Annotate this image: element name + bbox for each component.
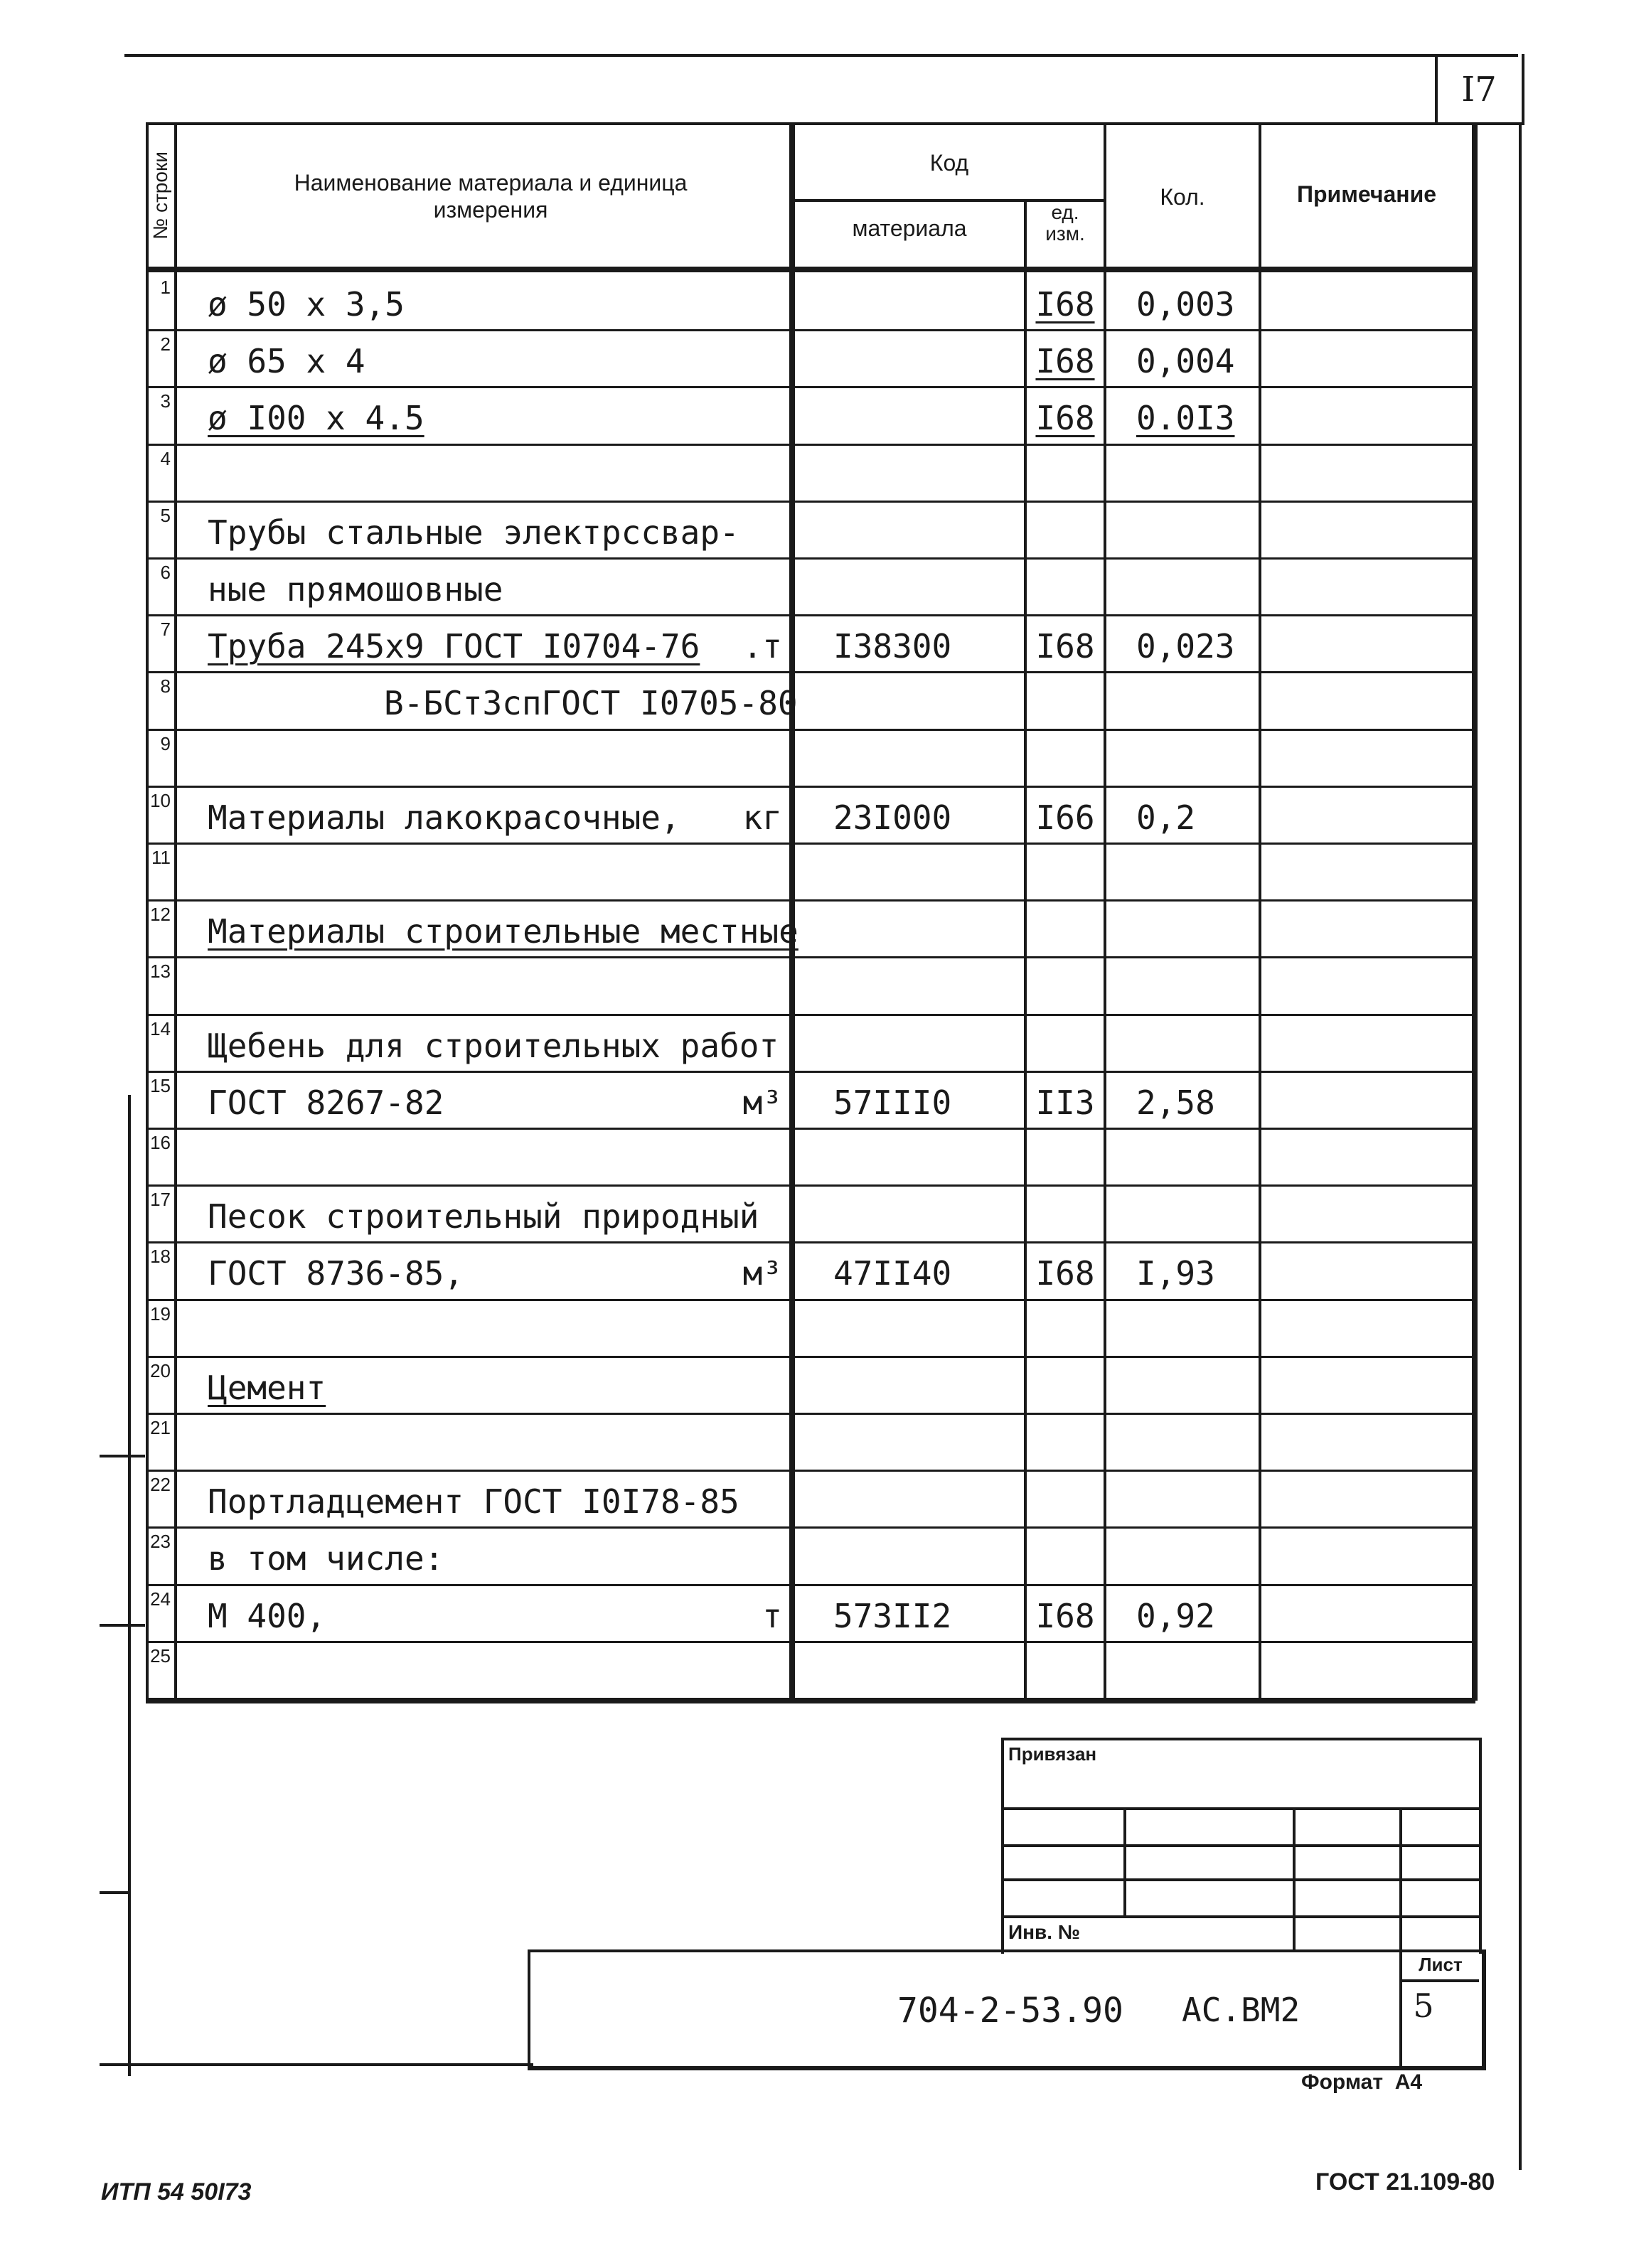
row-line bbox=[146, 1584, 1475, 1586]
row-number: 7 bbox=[160, 619, 171, 640]
row-number: 6 bbox=[160, 562, 171, 583]
doc-suffix: АС.ВМ2 bbox=[1182, 1991, 1300, 2029]
row-unit: т bbox=[762, 1597, 782, 1635]
row-line bbox=[146, 386, 1475, 388]
row-number: 3 bbox=[160, 390, 171, 412]
row-code: 47II40 bbox=[833, 1254, 952, 1293]
sheet-label: Лист bbox=[1419, 1954, 1463, 1975]
stamp-vline-2 bbox=[1293, 1807, 1296, 1949]
col-line-note-right bbox=[1472, 122, 1478, 1701]
row-number: 21 bbox=[150, 1417, 171, 1438]
margin-tick-2 bbox=[100, 1624, 145, 1627]
row-line bbox=[146, 1014, 1475, 1016]
row-qty: I,93 bbox=[1136, 1254, 1215, 1293]
row-qty: 0,004 bbox=[1136, 342, 1235, 380]
row-name: М 400, bbox=[208, 1597, 326, 1635]
header-qty: Кол. bbox=[1160, 184, 1205, 210]
row-code: I38300 bbox=[833, 627, 952, 665]
row-name: В-БСт3спГОСТ I0705-80 bbox=[384, 684, 798, 722]
row-line bbox=[146, 956, 1475, 958]
stamp-inv-no: Инв. № bbox=[1008, 1921, 1081, 1943]
row-line bbox=[146, 329, 1475, 331]
row-code: 57III0 bbox=[833, 1084, 952, 1122]
frame-top-line bbox=[124, 54, 1518, 57]
frame-bottom-line bbox=[100, 2063, 533, 2066]
row-line bbox=[146, 1413, 1475, 1415]
row-number: 9 bbox=[160, 733, 171, 754]
row-number: 4 bbox=[160, 448, 171, 469]
row-qty: 0,023 bbox=[1136, 627, 1235, 665]
footer-right-gost: ГОСТ 21.109-80 bbox=[1315, 2168, 1495, 2195]
row-number: 10 bbox=[150, 790, 171, 811]
row-number: 1 bbox=[160, 277, 171, 298]
row-unit-code: I68 bbox=[1035, 399, 1095, 437]
row-line bbox=[146, 557, 1475, 560]
row-name: ГОСТ 8267-82 bbox=[208, 1084, 444, 1122]
row-unit-code: I68 bbox=[1035, 627, 1095, 665]
col-line-code-right bbox=[1024, 200, 1027, 1701]
row-unit: кг bbox=[742, 798, 782, 837]
row-line bbox=[146, 1299, 1475, 1301]
row-number: 13 bbox=[150, 961, 171, 982]
row-number: 17 bbox=[150, 1189, 171, 1210]
row-name: Материалы строительные местные bbox=[208, 912, 799, 951]
row-number: 16 bbox=[150, 1132, 171, 1153]
stamp-line-1 bbox=[1001, 1807, 1479, 1810]
row-name: в том числе: bbox=[208, 1539, 444, 1578]
row-line bbox=[146, 444, 1475, 446]
row-line bbox=[146, 899, 1475, 902]
row-line bbox=[146, 843, 1475, 845]
row-name: Песок строительный природный bbox=[208, 1197, 759, 1236]
row-line bbox=[146, 729, 1475, 731]
row-qty: 2,58 bbox=[1136, 1084, 1215, 1122]
footer-left-code: ИТП 54 50I73 bbox=[101, 2178, 252, 2205]
row-line bbox=[146, 1470, 1475, 1472]
row-number: 24 bbox=[150, 1588, 171, 1610]
row-unit: .т bbox=[742, 627, 782, 665]
row-name: ø I00 x 4.5 bbox=[208, 399, 424, 437]
sheet-corner-number: I7 bbox=[1461, 70, 1497, 109]
stamp-line-2 bbox=[1001, 1844, 1479, 1847]
header-code-material: материала bbox=[852, 215, 967, 241]
col-line-name-right bbox=[789, 122, 795, 1701]
row-line bbox=[146, 786, 1475, 788]
row-number: 11 bbox=[151, 847, 171, 868]
row-line bbox=[146, 1641, 1475, 1643]
row-line bbox=[146, 1184, 1475, 1187]
frame-left-line bbox=[128, 1095, 131, 2076]
stamp-line-3 bbox=[1001, 1878, 1479, 1881]
row-number: 8 bbox=[160, 675, 171, 697]
row-name: ные прямошовные bbox=[208, 570, 503, 609]
header-code-unit: ед. изм. bbox=[1045, 201, 1085, 245]
doc-code: 704-2-53.90 bbox=[897, 1991, 1123, 2031]
col-line-qty-right bbox=[1259, 122, 1261, 1701]
margin-tick-3 bbox=[100, 1891, 131, 1894]
frame-right-line bbox=[1519, 122, 1522, 2170]
col-line-ed-right bbox=[1104, 122, 1106, 1701]
row-line bbox=[146, 1128, 1475, 1130]
stamp-privyazan-label: Привязан bbox=[1008, 1743, 1097, 1765]
header-row-no: № строки bbox=[149, 151, 171, 240]
row-number: 12 bbox=[150, 904, 171, 925]
row-name: Труба 245х9 ГОСТ I0704-76 bbox=[208, 627, 700, 665]
header-name: Наименование материала и единица измерения bbox=[294, 170, 688, 223]
stamp-vline-1 bbox=[1123, 1807, 1126, 1918]
row-line bbox=[146, 671, 1475, 673]
row-unit-code: I68 bbox=[1035, 285, 1095, 323]
row-name: Трубы стальные электрсcвар- bbox=[208, 513, 739, 552]
row-name: Материалы лакокрасочные, bbox=[208, 798, 680, 837]
header-bottom-line bbox=[146, 267, 1475, 272]
row-line bbox=[146, 614, 1475, 616]
row-number: 19 bbox=[150, 1303, 171, 1325]
row-unit-code: I66 bbox=[1035, 798, 1095, 837]
row-code: 23I000 bbox=[833, 798, 952, 837]
title-block-sheet-label-line bbox=[1399, 1979, 1479, 1982]
row-number: 23 bbox=[150, 1531, 171, 1552]
row-number: 25 bbox=[150, 1645, 171, 1667]
row-name: Портладцемент ГОСТ I0I78-85 bbox=[208, 1482, 739, 1521]
row-line bbox=[146, 1071, 1475, 1073]
row-name: Цемент bbox=[208, 1369, 326, 1407]
stamp-line-4 bbox=[1001, 1915, 1479, 1918]
row-unit-code: II3 bbox=[1035, 1084, 1095, 1122]
row-number: 15 bbox=[150, 1075, 171, 1096]
row-line bbox=[146, 1241, 1475, 1243]
row-name: ГОСТ 8736-85, bbox=[208, 1254, 464, 1293]
stamp-vline-3 bbox=[1399, 1807, 1402, 1949]
row-qty: 0.0I3 bbox=[1136, 399, 1235, 437]
row-number: 18 bbox=[150, 1246, 171, 1267]
row-number: 22 bbox=[150, 1474, 171, 1495]
row-number: 14 bbox=[150, 1018, 171, 1039]
sheet-number: 5 bbox=[1413, 1986, 1434, 2025]
row-code: 573II2 bbox=[833, 1597, 952, 1635]
row-line bbox=[146, 501, 1475, 503]
row-number: 5 bbox=[160, 505, 171, 526]
row-unit-code: I68 bbox=[1035, 342, 1095, 380]
row-number: 2 bbox=[160, 333, 171, 355]
header-top-line bbox=[146, 122, 1475, 125]
row-name: ø 65 x 4 bbox=[208, 342, 365, 380]
row-name: Щебень для строительных работ bbox=[208, 1027, 779, 1065]
format-label: Формат А4 bbox=[1301, 2070, 1423, 2094]
header-note: Примечание bbox=[1296, 181, 1437, 207]
row-qty: 0,2 bbox=[1136, 798, 1196, 837]
row-qty: 0,003 bbox=[1136, 285, 1235, 323]
row-unit: м³ bbox=[742, 1254, 782, 1293]
row-line bbox=[146, 1356, 1475, 1358]
row-unit: м³ bbox=[742, 1084, 782, 1122]
table-bottom-line bbox=[146, 1698, 1475, 1703]
row-number: 20 bbox=[150, 1360, 171, 1381]
margin-tick-1 bbox=[100, 1455, 145, 1457]
row-unit-code: I68 bbox=[1035, 1597, 1095, 1635]
row-qty: 0,92 bbox=[1136, 1597, 1215, 1635]
header-code: Код bbox=[929, 150, 969, 176]
row-line bbox=[146, 1526, 1475, 1529]
col-line-rowno-right bbox=[174, 122, 177, 1701]
row-name: ø 50 x 3,5 bbox=[208, 285, 405, 323]
row-unit-code: I68 bbox=[1035, 1254, 1095, 1293]
